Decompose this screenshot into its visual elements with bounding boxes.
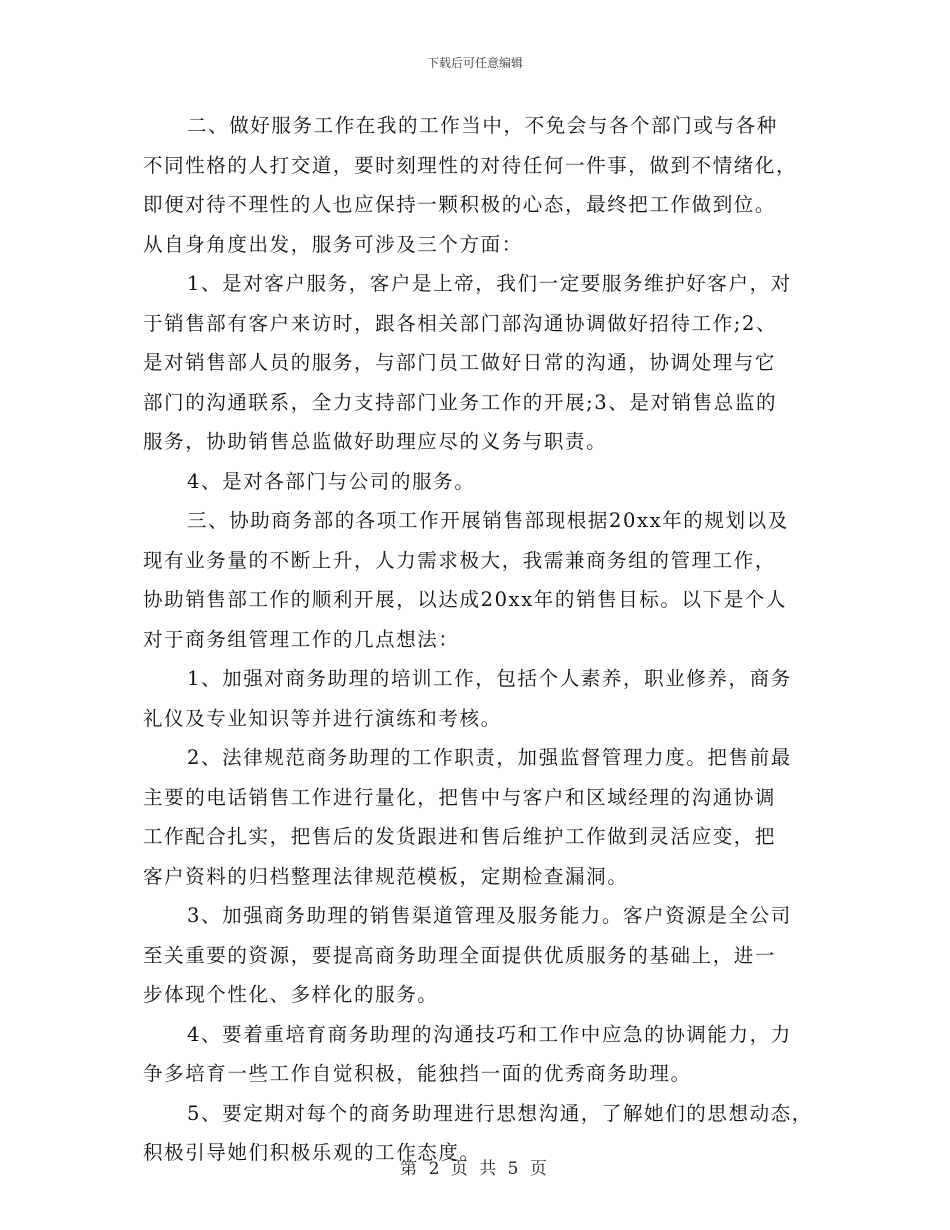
paragraph-line: 不同性格的人打交道，要时刻理性的对待任何一件事，做到不情绪化， bbox=[143, 153, 798, 177]
paragraph-line: 二、做好服务工作在我的工作当中，不免会与各个部门或与各种 bbox=[187, 114, 778, 137]
paragraph-line: 争多培育一些工作自觉积极，能独挡一面的优秀商务助理。 bbox=[143, 1062, 692, 1085]
paragraph-line: 客户资料的归档整理法律规范模板，定期检查漏洞。 bbox=[143, 864, 629, 888]
paragraph-line: 对于商务组管理工作的几点想法： bbox=[143, 627, 460, 651]
paragraph-line: 是对销售部人员的服务，与部门员工做好日常的沟通，协调处理与它 bbox=[143, 351, 777, 374]
paragraph-line: 至关重要的资源，要提高商务助理全面提供优质服务的基础上，进一 bbox=[143, 943, 777, 967]
paragraph bbox=[143, 896, 833, 1015]
page-number: 第 2 页 共 5 页 bbox=[400, 1159, 550, 1179]
paragraph-line: 从自身角度出发，服务可涉及三个方面： bbox=[143, 232, 523, 256]
paragraph-line: 1、加强对商务助理的培训工作，包括个人素养，职业修养，商务 bbox=[187, 667, 792, 690]
paragraph-line: 即便对待不理性的人也应保持一颗积极的心态，最终把工作做到位。 bbox=[143, 193, 777, 216]
paragraph bbox=[143, 106, 833, 264]
paragraph-line: 步体现个性化、多样化的服务。 bbox=[143, 983, 439, 1006]
paragraph-line: 现有业务量的不断上升，人力需求极大，我需兼商务组的管理工作， bbox=[143, 548, 777, 572]
paragraph-line: 积极引导她们积极乐观的工作态度。 bbox=[143, 1141, 481, 1164]
paragraph-line: 三、协助商务部的各项工作开展销售部现根据20xx年的规划以及 bbox=[187, 509, 789, 532]
paragraph-line: 服务，协助销售总监做好助理应尽的义务与职责。 bbox=[143, 430, 608, 453]
paragraph bbox=[143, 462, 833, 502]
paragraph-line: 礼仪及专业知识等并进行演练和考核。 bbox=[143, 706, 502, 730]
paragraph bbox=[143, 264, 833, 462]
paragraph bbox=[143, 738, 833, 896]
paragraph-line: 5、要定期对每个的商务助理进行思想沟通，了解她们的思想动态， bbox=[187, 1101, 813, 1125]
paragraph-line: 协助销售部工作的顺利开展，以达成20xx年的销售目标。以下是个人 bbox=[143, 588, 788, 611]
paragraph-line: 2、法律规范商务助理的工作职责，加强监督管理力度。把售前最 bbox=[187, 746, 792, 769]
paragraph-line: 部门的沟通联系，全力支持部门业务工作的开展;3、是对销售总监的 bbox=[143, 390, 778, 414]
paragraph-line: 主要的电话销售工作进行量化，把售中与客户和区域经理的沟通协调 bbox=[143, 785, 777, 809]
paragraph-line: 工作配合扎实，把售后的发货跟进和售后维护工作做到灵活应变，把 bbox=[143, 825, 777, 848]
paragraph bbox=[143, 659, 833, 738]
paragraph-line: 4、要着重培育商务助理的沟通技巧和工作中应急的协调能力，力 bbox=[187, 1022, 792, 1046]
paragraph-line: 4、是对各部门与公司的服务。 bbox=[187, 469, 476, 493]
document-body bbox=[143, 106, 833, 1173]
paragraph-line: 1、是对客户服务，客户是上帝，我们一定要服务维护好客户，对 bbox=[187, 272, 792, 295]
page-header: 下载后可任意编辑 bbox=[426, 56, 523, 70]
paragraph bbox=[143, 1015, 833, 1094]
paragraph-line: 于销售部有客户来访时，跟各相关部门部沟通协调做好招待工作;2、 bbox=[143, 311, 778, 335]
paragraph-line: 3、加强商务助理的销售渠道管理及服务能力。客户资源是全公司 bbox=[187, 904, 792, 927]
paragraph bbox=[143, 501, 833, 659]
